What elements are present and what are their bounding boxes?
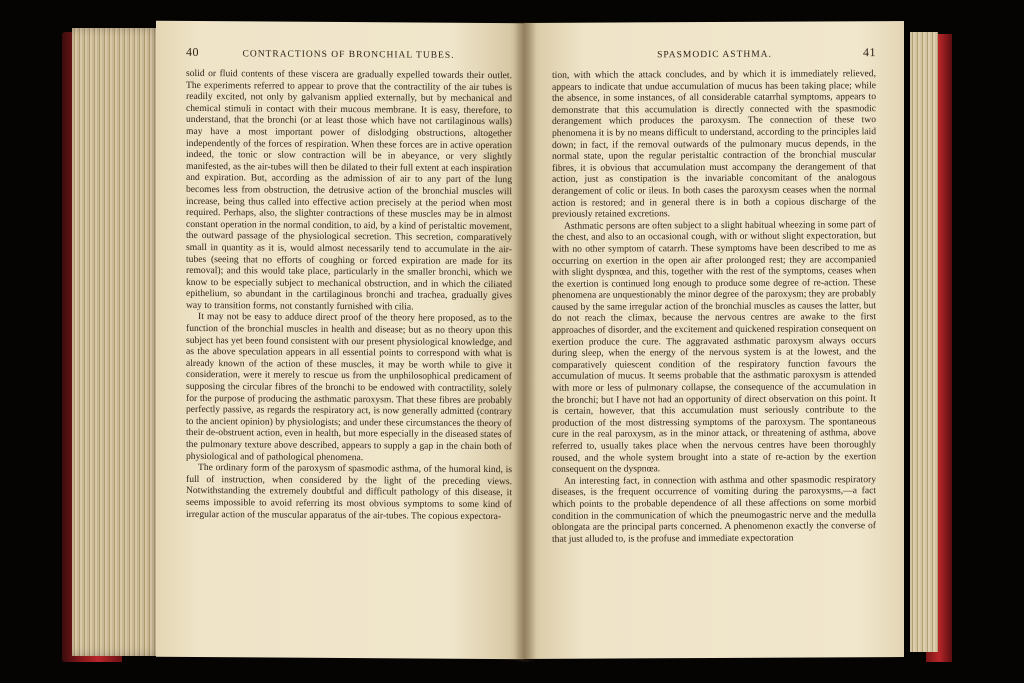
right-head-title: SPASMODIC ASTHMA. <box>657 49 772 61</box>
open-book <box>62 22 952 664</box>
book-gutter <box>514 22 536 662</box>
left-page <box>156 21 524 660</box>
paragraph: An interesting fact, in connection with asthma and other spasmodic respiratory diseases, is the frequent occurrence of vomiting during the paroxysms,—a fact which points to the probable dependence of all these affections on some morbid condition in the communication of which the pneumogastric nerve and the medulla oblongata are the principal parts concerned. A phenomenon exactly the converse of that just alluded to, is the profuse and immediate expectoration <box>552 473 876 545</box>
paragraph: The ordinary form of the paroxysm of spasmodic asthma, of the humoral kind, is full of instruction, when considered by the light of the preceding views. Notwithstanding the extremely doubtful and difficult pathology of this disease, it seems impossible to avoid referring its most obvious symptoms to some kind of irregular action of the muscular apparatus of the air-tubes. The copious expectora- <box>186 462 512 522</box>
left-running-head <box>186 45 512 62</box>
left-head-title: CONTRACTIONS OF BRONCHIAL TUBES. <box>242 49 455 61</box>
paragraph: tion, with which the attack concludes, and by which it is immediately relieved, appears to indicate that undue accumulation of mucus has been taking place; while the absence, in some instances, of all considerable catarrhal symptoms, appears to demonstrate that this accumulation is directly connected with the spasmodic derangement which produces the paroxysm. The connection of these two phenomena it is by no means difficult to understand, according to the principles laid down; in fact, if the removal outwards of the pulmonary mucus depends, in the normal state, upon the regular peristaltic contraction of the bronchial muscular fibres, it is obvious that accumulation must accompany the derangement of that action, just as constipation is the invariable concomitant of the analogous derangement of colic or ileus. In both cases the paroxysm ceases when the normal action is restored; and in general there is in both a copious discharge of the previously retained excretions. <box>552 68 876 220</box>
page-edges-left <box>72 28 162 656</box>
right-page-text <box>552 68 876 545</box>
page-edges-right <box>910 32 938 652</box>
right-page <box>524 21 904 659</box>
left-page-text <box>186 68 512 522</box>
paragraph: It may not be easy to adduce direct proof of the theory here proposed, as to the function of the bronchial muscles in health and disease; but as no theory upon this subject has yet been found consistent with our present physiological knowledge, and as the above speculation appears in all essential points to correspond with what is already known of the action of these muscles, it may be worth while to give it consideration, were it merely to rescue us from the unphilosophical predicament of supposing the circular fibres of the bronchi to be endowed with contractility, solely for the purpose of producing the asthmatic paroxysm. That these fibres are probably perfectly passive, as regards the respiratory act, is now generally admitted (contrary to the ancient opinion) by physiologists; and under these circumstances the theory of their de-obstruent action, even in health, but more especially in the diseased states of the pulmonary texture above described, appears to supply a gap in the chain both of physiological and of pathological phenomena. <box>186 311 512 463</box>
left-page-number: 40 <box>186 44 199 60</box>
right-page-number: 41 <box>862 45 876 60</box>
paragraph: solid or fluid contents of these viscera are gradually expelled towards their outlet. The experiments referred to appear to prove that the contractility of the air tubes is readily excited, not only by galvanism applied externally, but by mechanical and chemical stimuli in contact with their mucous membrane. It is easy, therefore, to understand, that the bronchi (or at least those which have not cartilaginous walls) may have a most important power of dislodging obstructions, altogether independently of the forces of respiration. When these forces are in active operation indeed, the tonic or slow contraction will be in abeyance, or very slightly manifested, as the air-tubes will then be dilated to their full extent at each inspiration and expiration. But, according as the admission of air to any part of the lung becomes less from obstruction, the detrusive action of the bronchial muscles will increase, being thus called into effective action precisely at the period when most required. Perhaps, also, the slighter contractions of these muscles may be in almost constant operation in the normal condition, to aid, by a kind of peristaltic movement, the outward passage of the physiological secretion. This secretion, comparatively small in quantity as it is, would almost necessarily tend to accumulate in the air-tubes (seeing that no efforts of coughing or forced expiration are made for its removal); and this would take place, particularly in the smaller bronchi, which we know to be especially subject to mechanical obstruction, and in which the ciliated epithelium, so abundant in the cartilaginous bronchi and trachea, gradually gives way to transition forms, not constantly furnished with cilia. <box>186 67 512 313</box>
right-running-head <box>552 45 876 62</box>
paragraph: Asthmatic persons are often subject to a slight habitual wheezing in some part of the chest, and also to an occasional cough, with or without slight expectoration, but with no other symptom of catarrh. These symptoms have been described to me as occurring on exertion in the open air after prolonged rest; they are accompanied with slight dyspnœa, and this, together with the rest of the symptoms, ceases when the exertion is continued long enough to produce some degree of re-action. These phenomena are unquestionably the minor degree of the paroxysm; they are probably caused by the same irregular action of the bronchial muscles as causes the latter, but do not reach the climax, because the nervous centres are awake to the first approaches of disorder, and the excitement and quickened respiration consequent on exertion produce the cure. The aggravated asthmatic paroxysm always occurs during sleep, when the energy of the nervous system is at the lowest, and the comparatively quiescent condition of the respiratory function favours the accumulation of mucus. It seems probable that the asthmatic paroxysm is attended with more or less of pulmonary collapse, the consequence of the accumulation in the bronchi; but I have not had an opportunity of direct observation on this point. It is certain, however, that this accumulation must seriously contribute to the production of the most distressing symptoms of the paroxysm. The spontaneous cure in the real paroxysm, as in the minor attack, or threatening of asthma, above referred to, usually takes place when the nervous centres have been thoroughly roused, and the whole system brought into a state of re-action by the exertion consequent on the dyspnœa. <box>552 218 876 476</box>
